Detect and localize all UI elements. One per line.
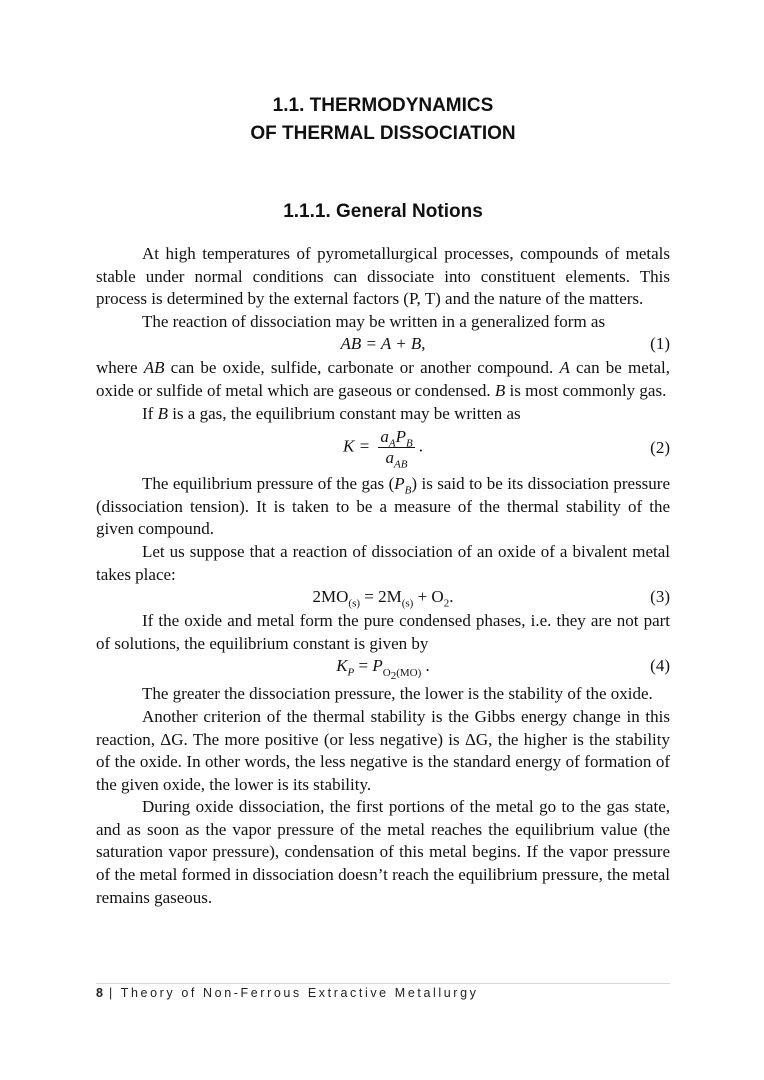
paragraph-7: If the oxide and metal form the pure condensed phases, i.e. they are not part of solutions, the equilibrium constant is given by bbox=[96, 611, 670, 653]
paragraph-3: where AB can be oxide, sulfide, carbonate or another compound. A can be metal, oxide or sulfide of metal which are gaseous or condensed. B is most commonly gas. bbox=[96, 358, 670, 400]
equation-4-number: (4) bbox=[650, 656, 670, 676]
paragraph-8: The greater the dissociation pressure, the lower is the stability of the oxide. bbox=[142, 684, 653, 704]
equation-2-numerator: $a_AP_B$ bbox=[380, 427, 413, 450]
equation-2-fraction bbox=[378, 427, 414, 471]
section-heading-line-1: 1.1. THERMODYNAMICS bbox=[272, 95, 494, 116]
footer-divider bbox=[96, 983, 670, 984]
equation-3-formula: $2MO_{(s)} = 2M_{(s)} + O_2$. bbox=[312, 587, 454, 610]
paragraph-2: The reaction of dissociation may be written in a generalized form as bbox=[142, 311, 606, 331]
page-footer bbox=[96, 986, 478, 1000]
equation-1 bbox=[96, 333, 670, 357]
page-number: 8 bbox=[96, 986, 103, 1000]
equation-1-number: (1) bbox=[650, 334, 670, 354]
equation-2-denominator: $a_{AB}$ bbox=[385, 448, 408, 471]
equation-4 bbox=[96, 655, 670, 683]
equation-1-formula: AB = A + B, bbox=[340, 334, 426, 354]
paragraph-1: At high temperatures of pyrometallurgical processes, compounds of metals stable under normal conditions can dissociate into constituent elements. This process is determined by the external factors (P, T) and the nature of the matters. bbox=[96, 244, 670, 309]
paragraph-10: During oxide dissociation, the first portions of the metal go to the gas state, and as soon as the vapor pressure of the metal reaches the equilibrium value (the saturation vapor pressure), condensation of this metal begins. If the vapor pressure of the metal formed in dissociation doesn’t reach the equilibrium pressure, the metal remains gaseous. bbox=[96, 797, 670, 907]
paragraph-5: The equilibrium pressure of the gas $(P_B)$ is said to be its dissociation pressure (dissociation tension). It is taken to be a measure of the thermal stability of the given compound. bbox=[96, 474, 671, 539]
section-heading bbox=[96, 92, 670, 148]
footer-separator: | bbox=[109, 986, 115, 1000]
book-title: Theory of Non-Ferrous Extractive Metallurgy bbox=[120, 986, 479, 1000]
equation-4-formula: $K_P = P_{O_2(MO)}$ . bbox=[336, 656, 430, 682]
paragraph-4: If B is a gas, the equilibrium constant may be written as bbox=[142, 403, 521, 423]
subsection-heading: 1.1.1. General Notions bbox=[283, 201, 483, 222]
section-heading-line-2: OF THERMAL DISSOCIATION bbox=[250, 123, 516, 144]
equation-3 bbox=[96, 586, 670, 610]
equation-3-number: (3) bbox=[650, 587, 670, 607]
equation-2: K = $\frac{a_AP_B}{a_{AB}}$ . (2) bbox=[343, 427, 670, 471]
equation-2-lhs: K = bbox=[343, 436, 375, 456]
paragraph-9: Another criterion of the thermal stability is the Gibbs energy change in this reaction, ΔG. The more positive (or less negative) is ΔG, the higher is the stability of the oxide. In other words, the less negative is the standard energy of formation of the given oxide, the lower is its stability. bbox=[96, 706, 670, 794]
paragraph-6: Let us suppose that a reaction of dissociation of an oxide of a bivalent metal takes place: bbox=[96, 541, 670, 584]
equation-2-number: (2) bbox=[650, 438, 670, 458]
body-text bbox=[96, 243, 670, 909]
